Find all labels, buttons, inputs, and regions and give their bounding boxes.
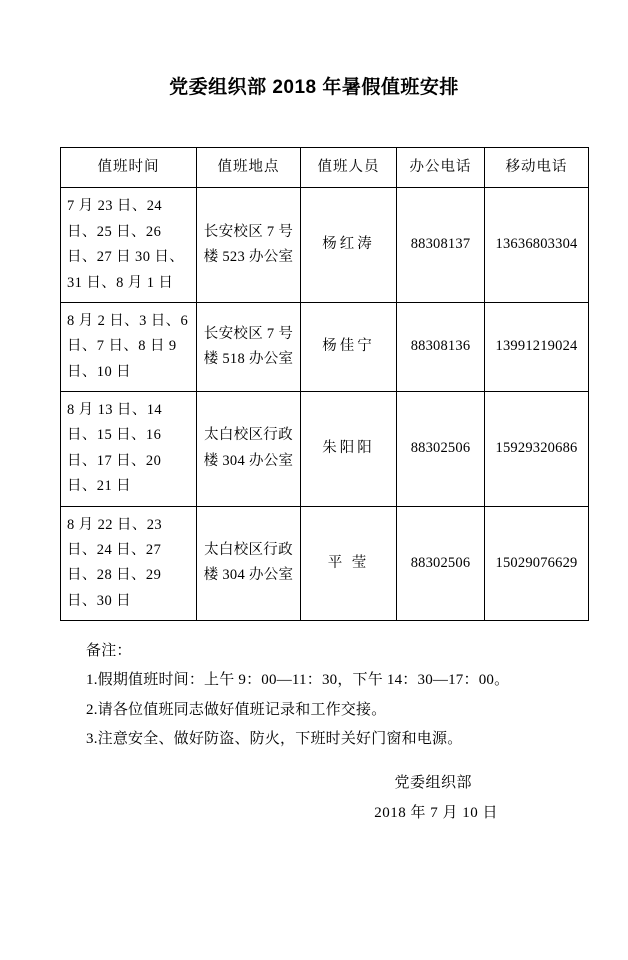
cell-duty-person: 杨佳宁 [301,302,397,391]
table-row [61,392,589,507]
note-item-1: 1.假期值班时间：上午 9：00—11：30，下午 14：30—17：00。 [86,672,510,689]
cell-mobile-phone: 15029076629 [485,506,589,621]
cell-duty-time: 8 月 2 日、3 日、6 日、7 日、8 日 9 日、10 日 [61,302,197,391]
signature-department: 党委组织部 [394,775,472,791]
cell-office-phone: 88302506 [397,392,485,507]
signature-date: 2018 年 7 月 10 日 [374,805,498,821]
table-header-row [61,148,589,188]
cell-mobile-phone: 13636803304 [485,188,589,303]
cell-duty-person: 杨红涛 [301,188,397,303]
column-header-office-phone: 办公电话 [397,148,485,188]
page-title: 党委组织部 2018 年暑假值班安排 [169,77,459,98]
cell-duty-place: 太白校区行政楼 304 办公室 [197,506,301,621]
column-header-mobile-phone: 移动电话 [485,148,589,188]
cell-mobile-phone: 15929320686 [485,392,589,507]
cell-office-phone: 88308137 [397,188,485,303]
cell-duty-time: 7 月 23 日、24 日、25 日、26 日、27 日 30 日、31 日、8 月 1 日 [61,188,197,303]
cell-office-phone: 88308136 [397,302,485,391]
signature-block [60,768,568,828]
table-row [61,302,589,391]
cell-duty-place: 太白校区行政楼 304 办公室 [197,392,301,507]
cell-duty-person: 朱阳阳 [301,392,397,507]
duty-schedule-table [60,147,589,621]
table-row [61,506,589,621]
document-page [0,72,628,960]
column-header-person: 值班人员 [301,148,397,188]
cell-duty-place: 长安校区 7 号楼 518 办公室 [197,302,301,391]
note-item-2: 2.请各位值班同志做好值班记录和工作交接。 [86,701,387,718]
cell-office-phone: 88302506 [397,506,485,621]
cell-mobile-phone: 13991219024 [485,302,589,391]
cell-duty-person: 平 莹 [301,506,397,621]
notes-section [60,637,568,754]
cell-duty-time: 8 月 13 日、14 日、15 日、16 日、17 日、20 日、21 日 [61,392,197,507]
column-header-place: 值班地点 [197,148,301,188]
notes-label: 备注： [86,643,132,659]
note-item-3: 3.注意安全、做好防盗、防火，下班时关好门窗和电源。 [86,730,463,747]
table-row [61,188,589,303]
column-header-time: 值班时间 [61,148,197,188]
cell-duty-place: 长安校区 7 号楼 523 办公室 [197,188,301,303]
cell-duty-time: 8 月 22 日、23 日、24 日、27 日、28 日、29 日、30 日 [61,506,197,621]
